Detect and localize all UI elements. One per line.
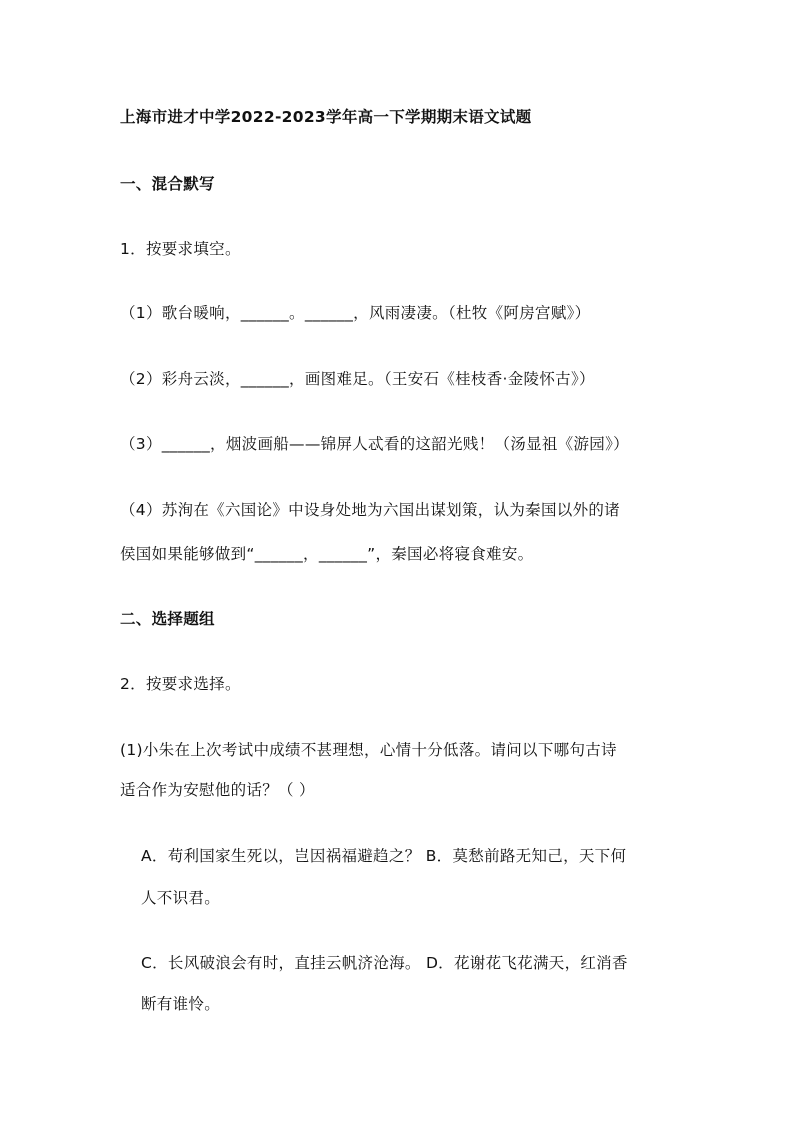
- question-1-item-3: （3）______，烟波画船——锦屏人忒看的这韶光贱！（汤显祖《游园》）: [120, 435, 629, 453]
- question-1-item-4-line-1: （4）苏洵在《六国论》中设身处地为六国出谋划策，认为秦国以外的诸: [120, 501, 620, 519]
- question-2-stem: 2．按要求选择。: [120, 675, 241, 693]
- question-1-item-2: （2）彩舟云淡，______，画图难足。（王安石《桂枝香·金陵怀古》）: [120, 370, 595, 388]
- document-title: 上海市进才中学2022-2023学年高一下学期期末语文试题: [120, 108, 532, 126]
- options-line-4: 断有谁怜。: [141, 995, 221, 1013]
- question-2-sub-1-line-1: (1)小朱在上次考试中成绩不甚理想，心情十分低落。请问以下哪句古诗: [120, 741, 617, 759]
- question-1-item-4-line-2: 侯国如果能够做到“______，______”，秦国必将寝食难安。: [120, 545, 534, 563]
- options-line-2: 人不识君。: [141, 889, 221, 907]
- options-line-1: A．苟利国家生死以，岂因祸福避趋之？ B．莫愁前路无知己，天下何: [141, 847, 627, 865]
- question-2-sub-1-line-2: 适合作为安慰他的话？（ ）: [120, 781, 315, 799]
- section-heading-2: 二、选择题组: [120, 610, 215, 628]
- question-1-item-1: （1）歌台暖响，______。______，风雨凄凄。（杜牧《阿房宫赋》）: [120, 304, 591, 322]
- options-line-3: C．长风破浪会有时，直挂云帆济沧海。 D．花谢花飞花满天，红消香: [141, 954, 628, 972]
- section-heading-1: 一、混合默写: [120, 175, 215, 193]
- question-1-stem: 1．按要求填空。: [120, 240, 241, 258]
